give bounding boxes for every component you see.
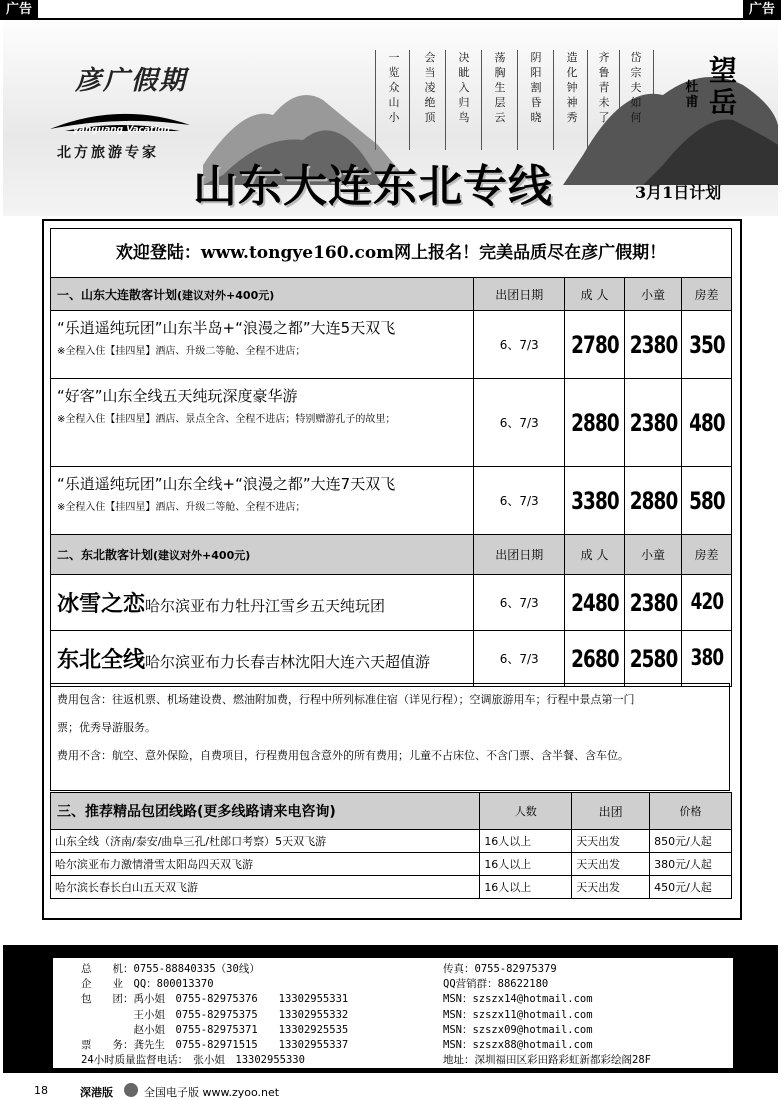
route-cell	[51, 379, 474, 467]
poem-divider	[481, 50, 482, 150]
contact-line: 传真：0755-82975379	[443, 963, 557, 975]
brand-logo	[45, 50, 195, 161]
route-name: 哈尔滨亚布力长春吉林沈阳大连六天超值游	[145, 653, 431, 671]
table-row	[51, 876, 732, 899]
ad-label-right: 广告	[743, 0, 781, 20]
contact-line: QQ营销群：88622180	[443, 978, 549, 991]
section2-title: 二、东北散客计划(建议对外+400元)	[51, 535, 474, 575]
route-cell	[51, 631, 474, 687]
poem-line: 会当凌绝顶	[424, 51, 436, 124]
price-child: 2380	[629, 575, 678, 631]
col-depart: 出团	[572, 793, 650, 830]
table-row	[51, 631, 732, 687]
contact-panel	[53, 958, 733, 1068]
col-room: 房差	[682, 535, 732, 575]
plan-date: 3月1日计划	[635, 183, 722, 202]
price-child: 2380	[629, 311, 678, 379]
poem-divider	[375, 50, 376, 150]
poem-line: 决眦入归鸟	[458, 51, 470, 124]
route-date: 6、7/3	[474, 467, 565, 535]
col-adult: 成 人	[565, 535, 625, 575]
poem-divider	[553, 50, 554, 150]
route-name: “乐逍遥纯玩团”山东半岛+“浪漫之都”大连5天双飞	[57, 319, 396, 337]
group-price: 850元/人起	[650, 830, 732, 853]
header-banner	[3, 20, 778, 216]
group-route: 哈尔滨长春长白山五天双飞游	[51, 876, 480, 899]
route-date: 6、7/3	[474, 631, 565, 687]
section2-header	[51, 535, 732, 575]
fees-excluded: 费用不含：航空、意外保险，自费项目，行程费用包含意外的所有费用；儿童不占床位、不含门票、含半餐、含车位。	[57, 749, 629, 762]
route-cell	[51, 467, 474, 535]
col-child: 小童	[625, 535, 682, 575]
table-row	[51, 830, 732, 853]
contact-line: 赵小姐 0755-82975371 13302925535	[81, 1023, 349, 1036]
contact-line: 票 务：龚先生 0755-82971515 13302955337	[81, 1039, 349, 1052]
poem-line: 造化钟神秀	[566, 51, 578, 124]
route-name: 哈尔滨亚布力牡丹江雪乡五天纯玩团	[145, 597, 386, 615]
table-row	[51, 853, 732, 876]
col-room: 房差	[682, 278, 732, 311]
table-row	[51, 575, 732, 631]
poem-line: 齐鲁青未了	[598, 51, 610, 124]
main-title: 山东大连东北专线	[193, 161, 553, 212]
price-child: 2880	[629, 467, 678, 535]
page-number: 18	[34, 1084, 48, 1097]
contact-left	[81, 962, 348, 1068]
table-row	[51, 467, 732, 535]
fees-included-cont: 票；优秀导游服务。	[57, 721, 156, 734]
poem-title: 望岳	[708, 54, 737, 119]
group-route: 哈尔滨亚布力激情滑雪太阳岛四天双飞游	[51, 853, 480, 876]
ad-label-left: 广告	[0, 0, 38, 20]
table-row	[51, 311, 732, 379]
poem-divider	[587, 50, 588, 150]
welcome-banner: 欢迎登陆：www.tongye160.com网上报名！完美品质尽在彦广假期！	[50, 228, 732, 278]
col-people: 人数	[480, 793, 572, 830]
edition-logo-icon	[124, 1083, 138, 1097]
route-note: ※全程入住【挂四星】酒店、景点全含、全程不进店；特别赠游孔子的故里；	[57, 414, 396, 425]
group-people: 16人以上	[480, 876, 572, 899]
tour-price-table	[50, 277, 732, 687]
route-note: ※全程入住【挂四星】酒店、升级二等舱、全程不进店；	[57, 346, 306, 357]
col-date: 出团日期	[474, 535, 565, 575]
poem-divider	[517, 50, 518, 150]
price-room: 420	[685, 575, 727, 631]
fees-included: 费用包含：往返机票、机场建设费、燃油附加费，行程中所列标准住宿（详见行程）；空调旅游用车；行程中景点第一门	[57, 693, 635, 706]
poem-divider	[445, 50, 446, 150]
price-room: 350	[685, 311, 727, 379]
price-child: 2380	[629, 379, 678, 467]
route-brand: 东北全线	[57, 647, 146, 673]
section1-header	[51, 278, 732, 311]
poem-line: 阴阳割昏晓	[530, 51, 542, 124]
page-footer	[0, 1080, 781, 1100]
col-child: 小童	[625, 278, 682, 311]
contact-line: 企 业 QQ：800013370	[81, 978, 214, 991]
poem-line: 荡胸生层云	[494, 51, 506, 124]
table-row	[51, 379, 732, 467]
section2-note: (建议对外+400元)	[153, 549, 251, 562]
poem-divider	[409, 50, 410, 150]
col-price: 价格	[650, 793, 732, 830]
contact-line: 王小姐 0755-82975375 13302955332	[81, 1008, 349, 1021]
group-price: 380元/人起	[650, 853, 732, 876]
route-date: 6、7/3	[474, 379, 565, 467]
group-price: 450元/人起	[650, 876, 732, 899]
contact-line: MSN：szszx11@hotmail.com	[443, 1008, 593, 1021]
route-cell	[51, 575, 474, 631]
contact-line: 包 团：禹小姐 0755-82975376 13302955331	[81, 993, 349, 1006]
route-note: ※全程入住【挂四星】酒店、升级二等舱、全程不进店；	[57, 502, 306, 513]
section3-header	[51, 793, 732, 830]
route-cell	[51, 311, 474, 379]
poem-author: 杜甫	[685, 80, 699, 110]
section1-note: (建议对外+400元)	[177, 288, 275, 302]
contact-right	[443, 962, 651, 1068]
group-people: 16人以上	[480, 830, 572, 853]
price-adult: 2780	[569, 311, 620, 379]
route-brand: 冰雪之恋	[57, 591, 146, 617]
group-depart: 天天出发	[572, 853, 650, 876]
col-adult: 成 人	[565, 278, 625, 311]
group-depart: 天天出发	[572, 876, 650, 899]
price-adult: 2880	[569, 379, 620, 467]
route-name: “乐逍遥纯玩团”山东全线+“浪漫之都”大连7天双飞	[57, 475, 396, 493]
section3-title: 三、推荐精品包团线路(更多线路请来电咨询)	[51, 793, 480, 830]
route-date: 6、7/3	[474, 311, 565, 379]
contact-line: MSN：szszx09@hotmail.com	[443, 1023, 593, 1036]
edition-label: 深港版	[80, 1086, 113, 1099]
poem-divider	[619, 50, 620, 150]
contact-line: MSN：szszx88@hotmail.com	[443, 1039, 593, 1052]
price-room: 380	[685, 631, 727, 687]
route-date: 6、7/3	[474, 575, 565, 631]
price-adult: 2680	[569, 631, 620, 687]
section1-title: 一、山东大连散客计划(建议对外+400元)	[51, 278, 474, 311]
poem-divider	[653, 50, 654, 150]
contact-line: 地址：深圳福田区彩田路彩虹新都彩绘阁28F	[443, 1054, 651, 1067]
col-date: 出团日期	[474, 278, 565, 311]
fee-terms	[50, 683, 730, 791]
group-depart: 天天出发	[572, 830, 650, 853]
logo-slogan: 北方旅游专家	[57, 145, 159, 161]
contact-line: 总 机：0755-88840335（30线）	[81, 963, 260, 975]
contact-line: MSN：szszx14@hotmail.com	[443, 993, 593, 1006]
group-route: 山东全线（济南/泰安/曲阜三孔/杜郎口考察）5天双飞游	[51, 830, 480, 853]
contact-line: 24小时质量监督电话： 张小姐 13302955330	[81, 1054, 305, 1067]
price-child: 2580	[629, 631, 678, 687]
site-label: 全国电子版 www.zyoo.net	[144, 1086, 280, 1099]
logo-name: 彦广假期	[75, 66, 188, 96]
price-room: 580	[685, 467, 727, 535]
group-people: 16人以上	[480, 853, 572, 876]
logo-english: yanguang Vacation	[73, 125, 170, 135]
price-room: 480	[685, 379, 727, 467]
poem-line: 岱宗夫如何	[630, 51, 642, 124]
route-name: “好客”山东全线五天纯玩深度豪华游	[57, 387, 298, 405]
price-adult: 2480	[569, 575, 620, 631]
price-adult: 3380	[569, 467, 620, 535]
group-tour-table	[50, 792, 732, 899]
poem-line: 一览众山小	[388, 51, 400, 124]
